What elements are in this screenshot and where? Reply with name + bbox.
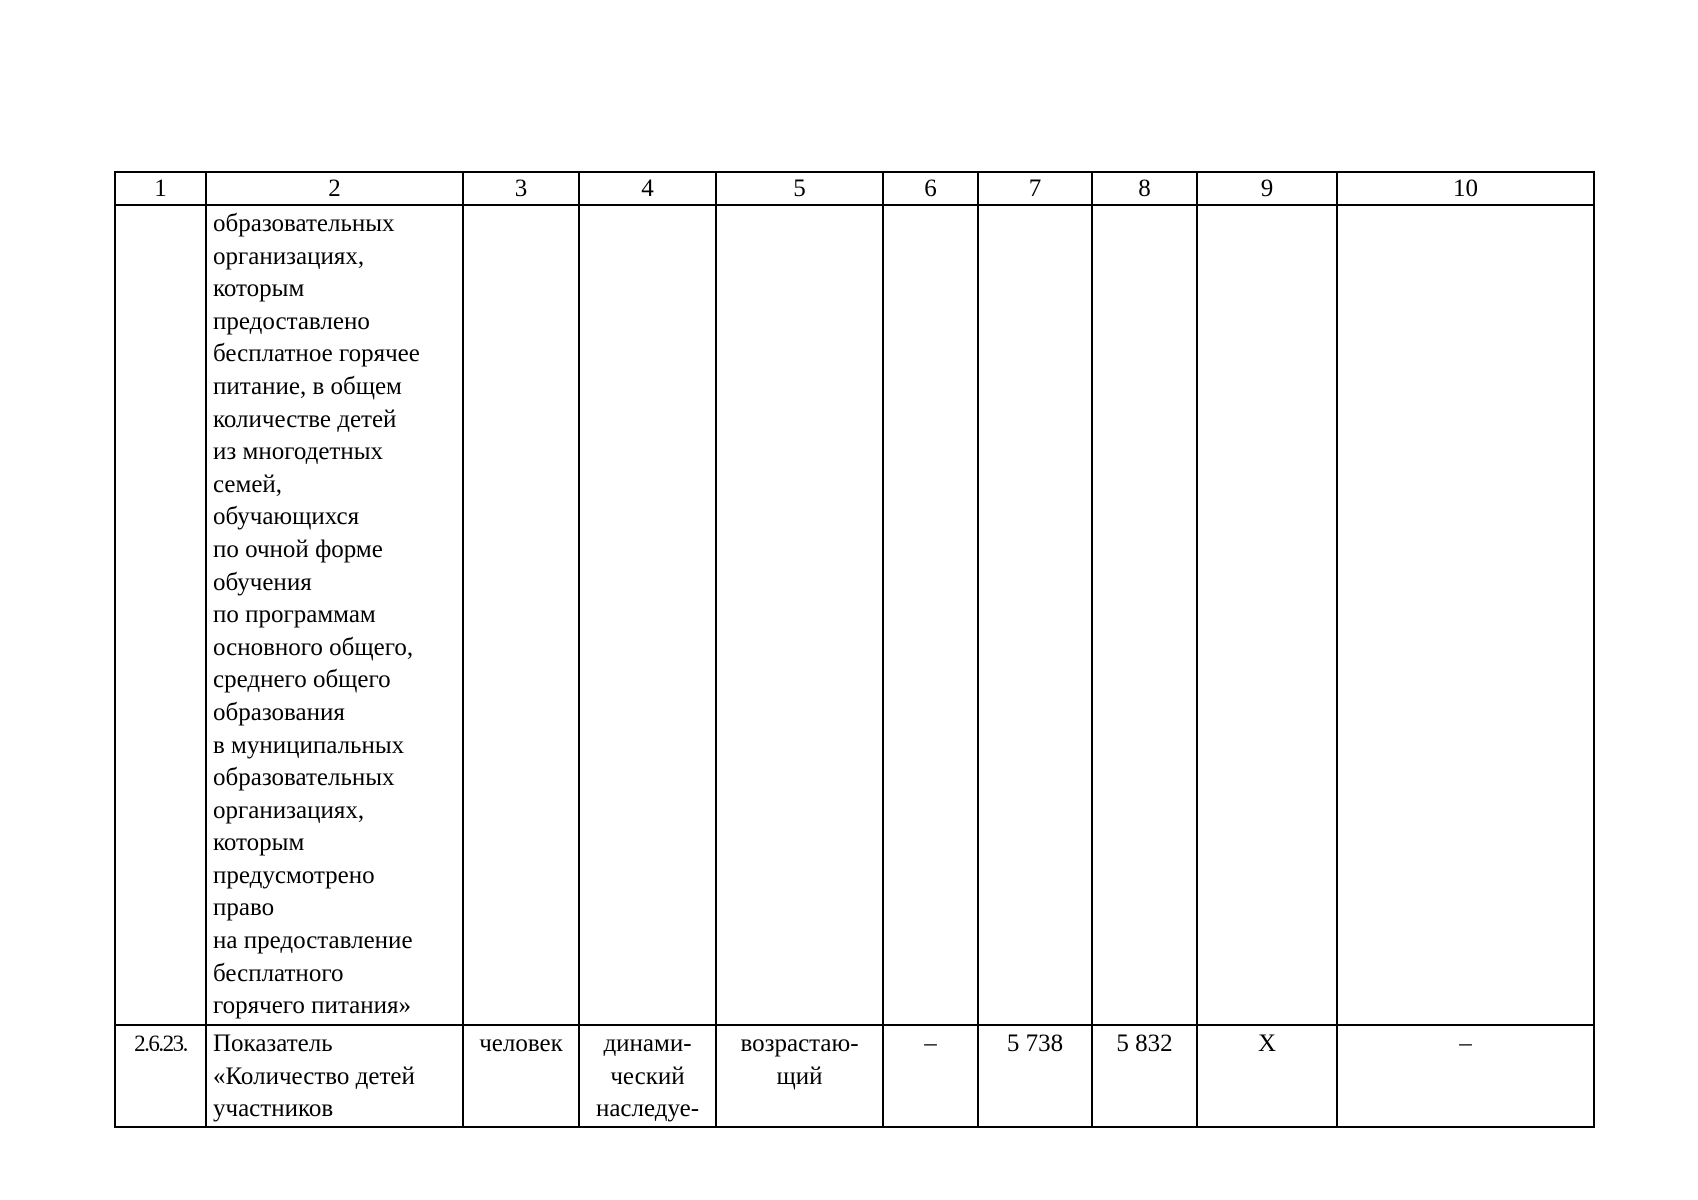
cell-col7 [978, 205, 1092, 1025]
cell-number: 2.6.23. [115, 1025, 206, 1127]
table-row-continuation [115, 205, 1594, 1025]
column-header-5: 5 [716, 172, 883, 205]
column-header-6: 6 [883, 172, 978, 205]
cell-col9: Х [1197, 1025, 1337, 1127]
cell-indicator-continuation: образовательных организациях, которым предоставлено бесплатное горячее питание, в общем количестве детей из многодетных семей, обучающихся по очной форме обучения по программам основного общего, среднего общего образования в муниципальных образовательных организациях, которым предусмотрено право на предоставление бесплатного горячего питания» [206, 205, 463, 1025]
column-header-9: 9 [1197, 172, 1337, 205]
column-header-7: 7 [978, 172, 1092, 205]
cell-unit: человек [463, 1025, 579, 1127]
cell-col10 [1337, 205, 1594, 1025]
column-number-row [115, 172, 1594, 205]
column-header-2: 2 [206, 172, 463, 205]
cell-number [115, 205, 206, 1025]
cell-direction: возрастаю- щий [716, 1025, 883, 1127]
cell-type: динами- ческий наследуе- [579, 1025, 716, 1127]
cell-type [579, 205, 716, 1025]
cell-col9 [1197, 205, 1337, 1025]
column-header-3: 3 [463, 172, 579, 205]
column-header-4: 4 [579, 172, 716, 205]
table-row-2-6-23 [115, 1025, 1594, 1127]
column-header-8: 8 [1092, 172, 1197, 205]
column-header-10: 10 [1337, 172, 1594, 205]
cell-col10: – [1337, 1025, 1594, 1127]
cell-indicator: Показатель «Количество детей участников [206, 1025, 463, 1127]
cell-col8 [1092, 205, 1197, 1025]
cell-col8: 5 832 [1092, 1025, 1197, 1127]
indicator-table [114, 171, 1595, 1128]
cell-direction [716, 205, 883, 1025]
cell-unit [463, 205, 579, 1025]
cell-col6: – [883, 1025, 978, 1127]
column-header-1: 1 [115, 172, 206, 205]
cell-col7: 5 738 [978, 1025, 1092, 1127]
cell-col6 [883, 205, 978, 1025]
